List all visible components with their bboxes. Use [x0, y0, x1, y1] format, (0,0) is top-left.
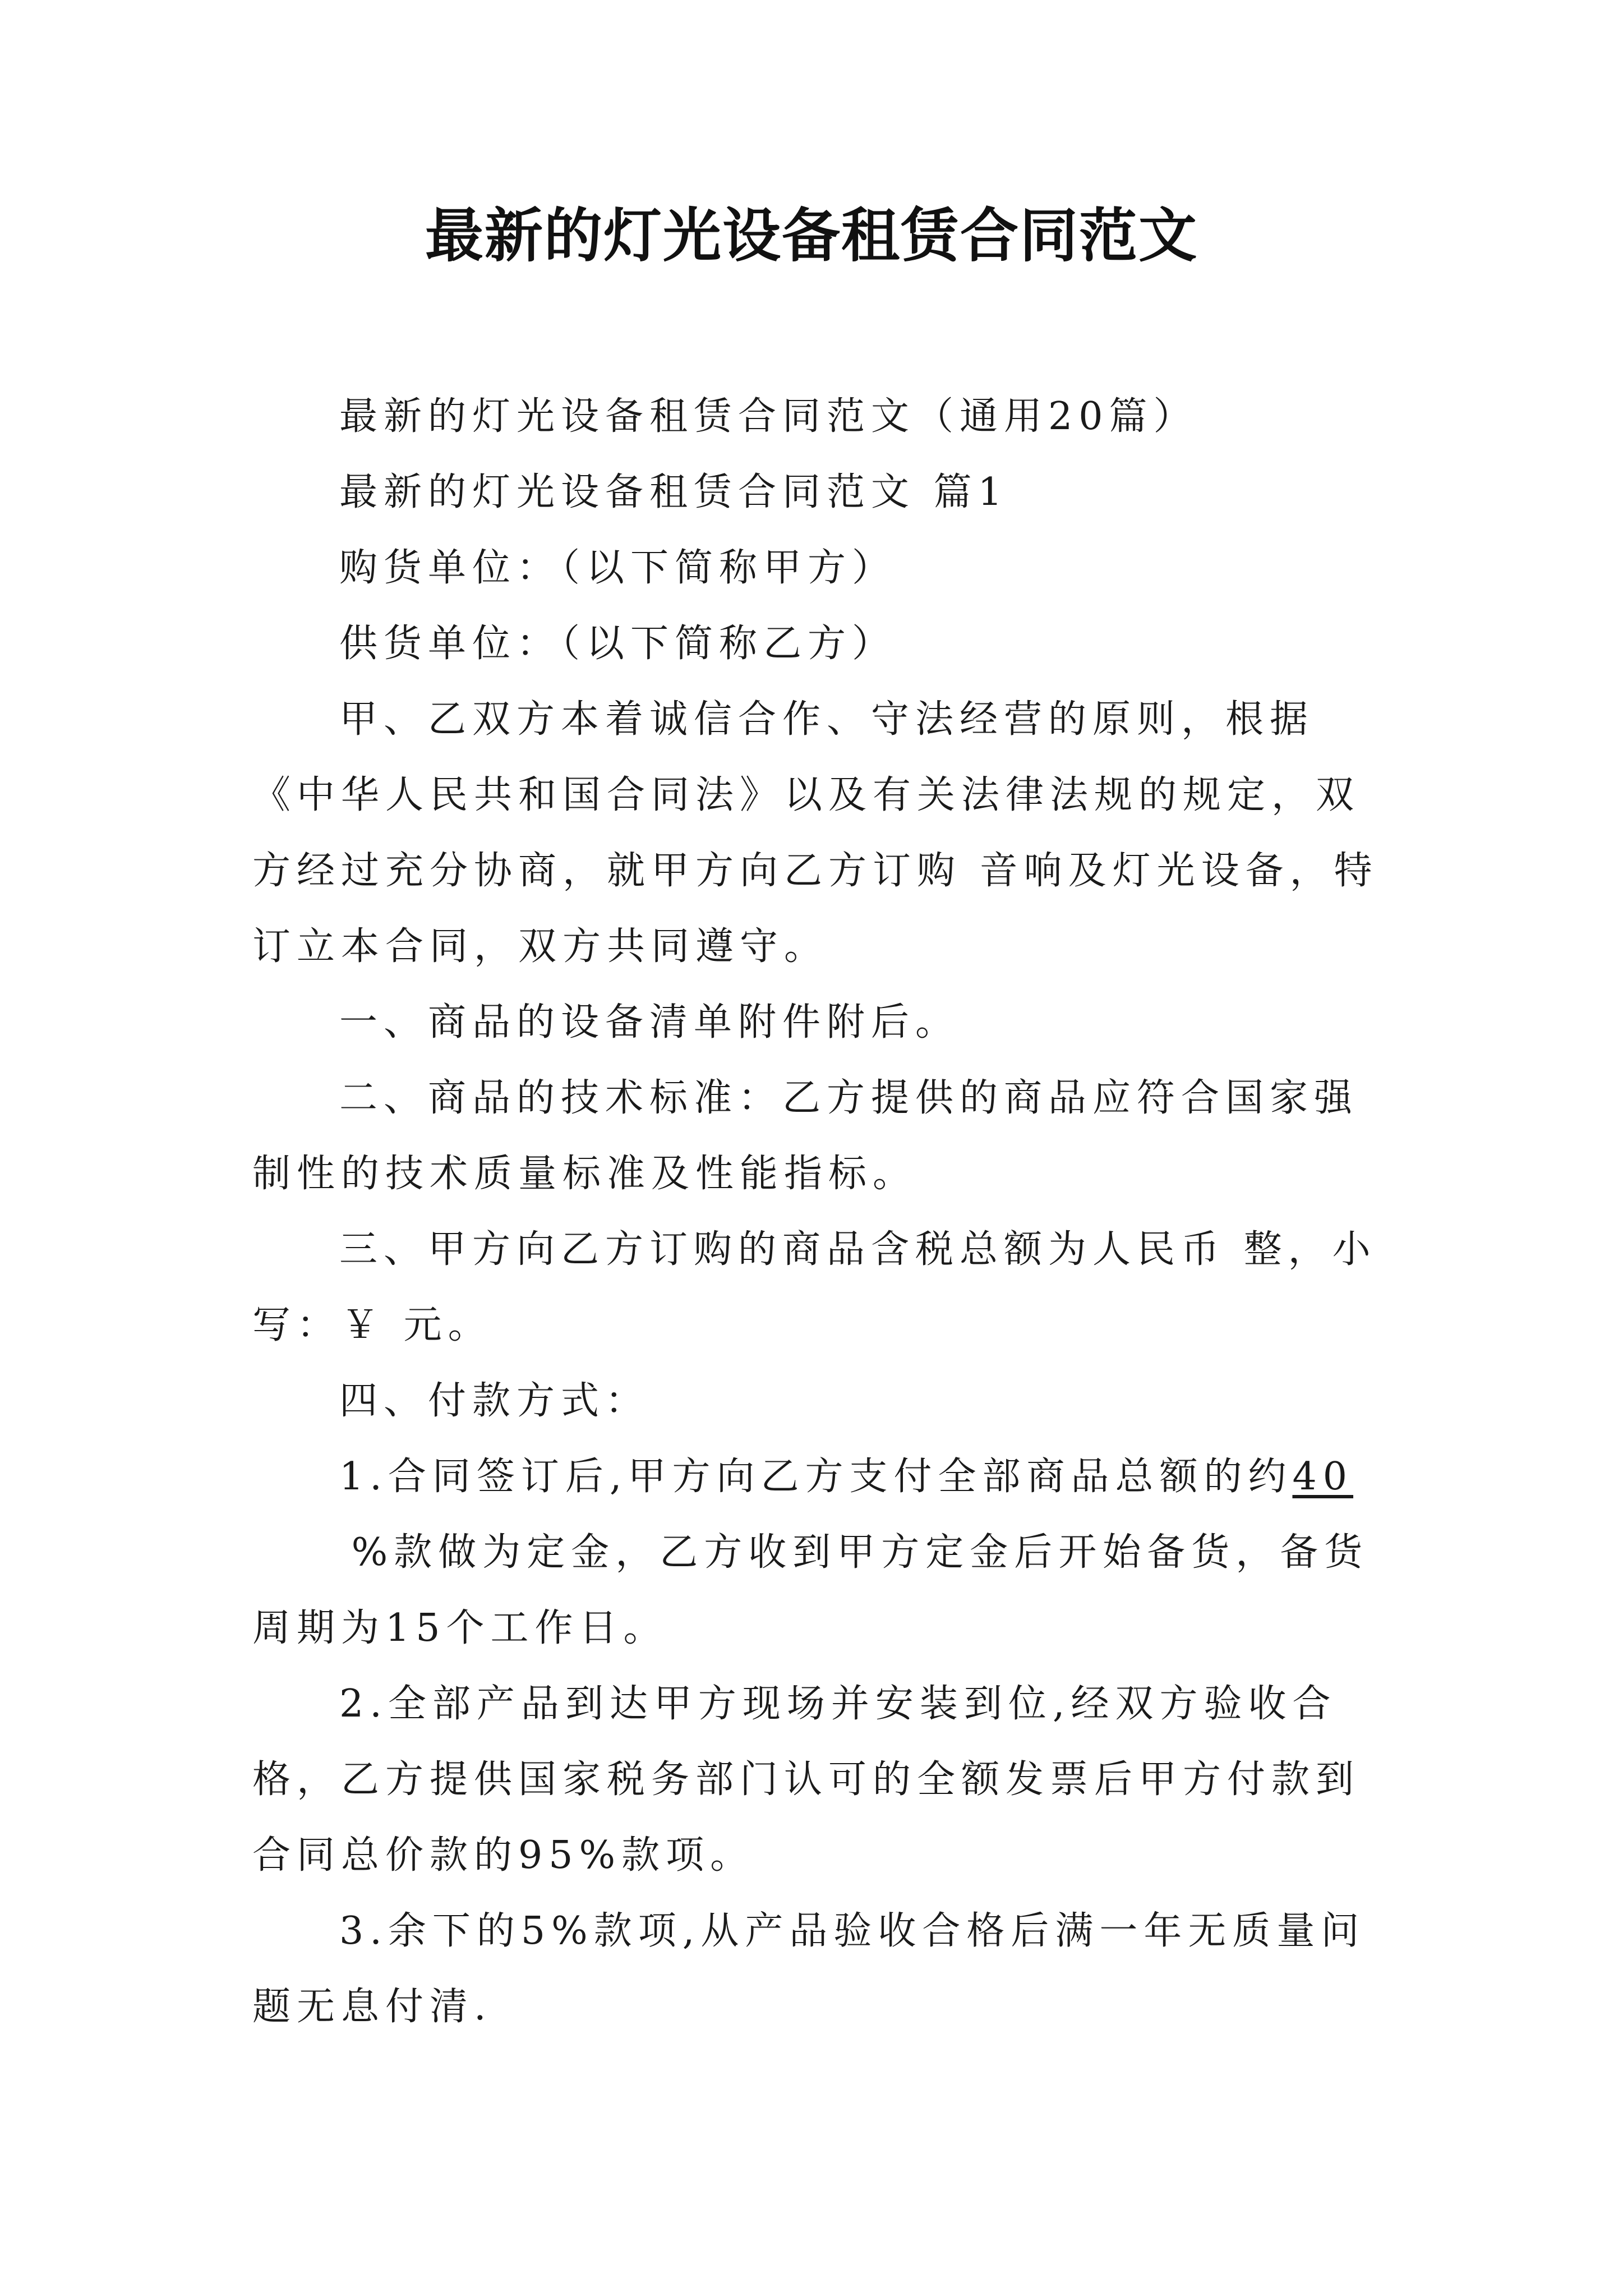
document-subtitle: 最新的灯光设备租赁合同范文（通用20篇）	[339, 394, 1198, 439]
section-heading: 最新的灯光设备租赁合同范文 篇1	[339, 470, 1008, 514]
buyer-line: 购货单位：（以下简称甲方）	[339, 546, 897, 590]
supplier-line: 供货单位：（以下简称乙方）	[339, 622, 897, 666]
clause-3: 三、甲方向乙方订购的商品含税总额为人民币 整，小写：￥ 元。	[252, 1227, 1377, 1347]
intro-paragraph: 甲、乙双方本着诚信合作、守法经营的原则，根据《中华人民共和国合同法》以及有关法律法规的规定，双方经过充分协商，就甲方向乙方订购 音响及灯光设备，特订立本合同，双方共同遵守。	[252, 697, 1378, 969]
payment-1-suffix: %款做为定金，乙方收到甲方定金后开始备货，备货周期为15个工作日。	[252, 1530, 1369, 1650]
payment-clause-2: 2.全部产品到达甲方现场并安装到位,经双方验收合格，乙方提供国家税务部门认可的全额发票后甲方付款到合同总价款的95%款项。	[252, 1682, 1361, 1878]
clause-2: 二、商品的技术标准：乙方提供的商品应符合国家强制性的技术质量标准及性能指标。	[252, 1076, 1359, 1196]
payment-1-prefix: 1.合同签订后,甲方向乙方支付全部商品总额的约	[339, 1455, 1293, 1499]
payment-1-blank	[252, 1515, 352, 1590]
clause-1: 一、商品的设备清单附件附后。	[339, 1000, 960, 1045]
payment-clause-1	[252, 1439, 1391, 1666]
payment-1-value: 40	[1292, 1455, 1354, 1499]
payment-clause-3: 3.余下的5%款项,从产品验收合格后满一年无质量问题无息付清.	[252, 1909, 1366, 2029]
document-title: 最新的灯光设备租赁合同范文	[425, 201, 1198, 270]
clause-4: 四、付款方式：	[339, 1379, 650, 1423]
